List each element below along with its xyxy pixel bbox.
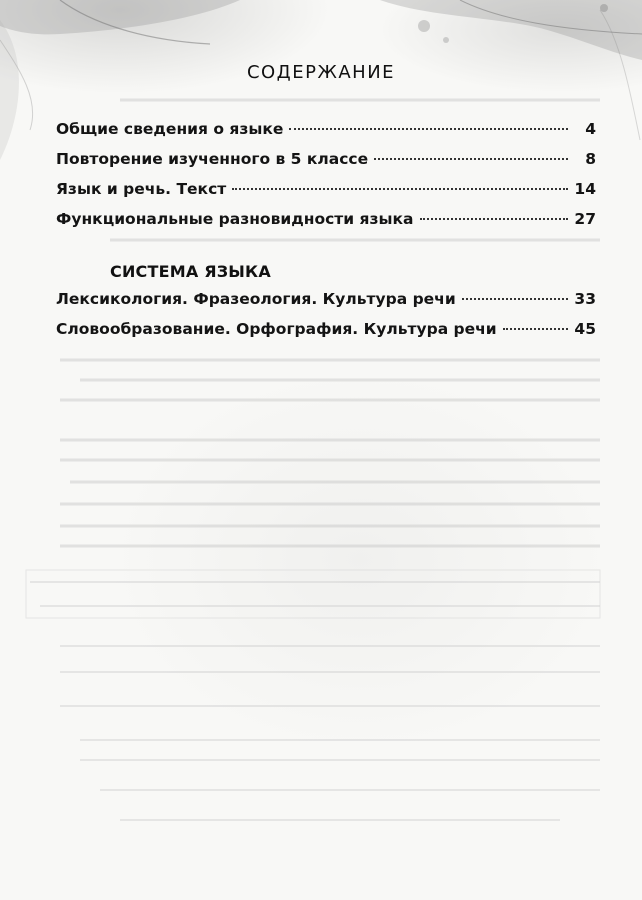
dot-leader (462, 298, 568, 300)
dot-leader (374, 158, 568, 160)
toc-entry-page: 33 (574, 290, 596, 308)
page-title: СОДЕРЖАНИЕ (246, 62, 396, 83)
toc-entry (56, 120, 596, 144)
section-heading: СИСТЕМА ЯЗЫКА (110, 262, 271, 281)
dot-leader (232, 188, 568, 190)
toc-entry-title: Функциональные разновидности языка (56, 210, 414, 228)
dot-leader (420, 218, 568, 220)
toc-entry-page: 45 (574, 320, 596, 338)
toc-entry-title: Повторение изученного в 5 классе (56, 150, 369, 168)
toc-entry (56, 210, 596, 234)
toc-entry-page: 27 (574, 210, 596, 228)
toc-entry (56, 320, 596, 344)
toc-entry (56, 180, 596, 204)
toc-entry-title: Общие сведения о языке (56, 120, 284, 138)
toc-entry (56, 150, 596, 174)
toc-entry-page: 14 (574, 180, 596, 198)
toc-entry-title: Лексикология. Фразеология. Культура речи (56, 290, 456, 308)
toc-entry-title: Словообразование. Орфография. Культура речи (56, 320, 497, 338)
toc-entry-page: 4 (585, 120, 596, 138)
toc-entry-page: 8 (585, 150, 596, 168)
dot-leader (503, 328, 568, 330)
toc-entry-title: Язык и речь. Текст (56, 180, 227, 198)
toc-entry (56, 290, 596, 314)
dot-leader (289, 128, 568, 130)
